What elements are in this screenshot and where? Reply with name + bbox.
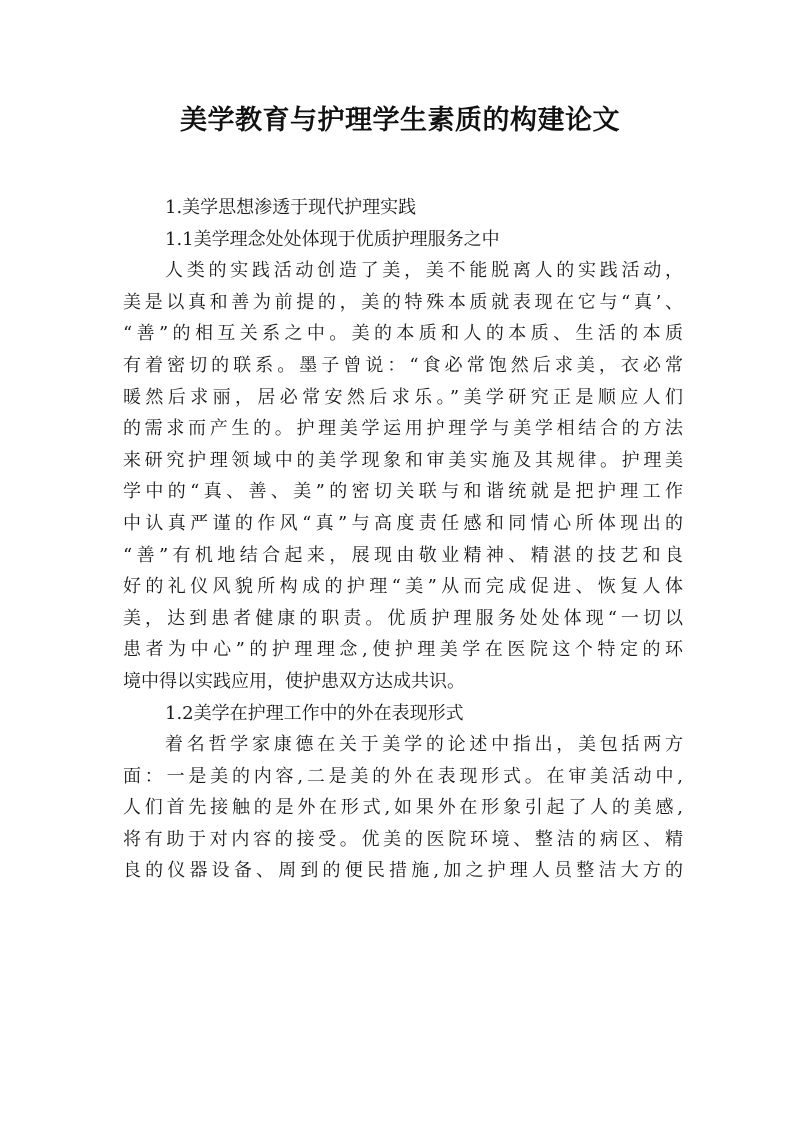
- paragraph-line: 美是以真和善为前提的，美的特殊本质就表现在它与“真’、: [123, 291, 683, 313]
- paragraph-line: 境中得以实践应用，使护患双方达成共识。: [123, 670, 465, 692]
- paragraph-line: 着名哲学家康德在关于美学的论述中指出，美包括两方: [165, 734, 683, 756]
- document-body: [123, 192, 683, 887]
- paragraph-line: “善”的相互关系之中。美的本质和人的本质、生活的本质: [123, 323, 683, 345]
- paragraph-line: 学中的“真、善、美”的密切关联与和谐统就是把护理工作: [123, 481, 683, 503]
- paragraph-line: 来研究护理领域中的美学现象和审美实施及其规律。护理美: [123, 449, 683, 471]
- paragraph-line: 人们首先接触的是外在形式,如果外在形象引起了人的美感,: [123, 797, 683, 819]
- document-title: 美学教育与护理学生素质的构建论文: [180, 105, 620, 136]
- section-heading: 1.美学思想渗透于现代护理实践: [165, 197, 417, 218]
- paragraph-line: 将有助于对内容的接受。优美的医院环境、整洁的病区、精: [123, 828, 683, 850]
- subsection-heading: 1.2美学在护理工作中的外在表现形式: [165, 702, 464, 724]
- paragraph-line: 的需求而产生的。护理美学运用护理学与美学相结合的方法: [123, 418, 683, 440]
- paragraph-line: 患者为中心”的护理理念,使护理美学在医院这个特定的环: [123, 639, 683, 661]
- paragraph-line: 暖然后求丽，居必常安然后求乐。”美学研究正是顺应人们: [123, 386, 683, 408]
- subsection-heading: 1.1美学理念处处体现于优质护理服务之中: [165, 228, 500, 250]
- paragraph-line: 中认真严谨的作风“真”与高度责任感和同情心所体现出的: [123, 512, 683, 534]
- paragraph-line: 良的仪器设备、周到的便民措施,加之护理人员整洁大方的: [123, 860, 683, 882]
- paragraph-line: 好的礼仪风貌所构成的护理“美”从而完成促进、恢复人体: [123, 576, 683, 598]
- paragraph-line: “善”有机地结合起来，展现由敬业精神、精湛的技艺和良: [123, 544, 683, 566]
- paragraph-line: 有着密切的联系。墨子曾说：“食必常饱然后求美，衣必常: [123, 354, 683, 376]
- paragraph-line: 人类的实践活动创造了美，美不能脱离人的实践活动，: [165, 260, 683, 282]
- paragraph-line: 面：一是美的内容,二是美的外在表现形式。在审美活动中,: [123, 765, 683, 787]
- paragraph-line: 美，达到患者健康的职责。优质护理服务处处体现“一切以: [123, 607, 683, 629]
